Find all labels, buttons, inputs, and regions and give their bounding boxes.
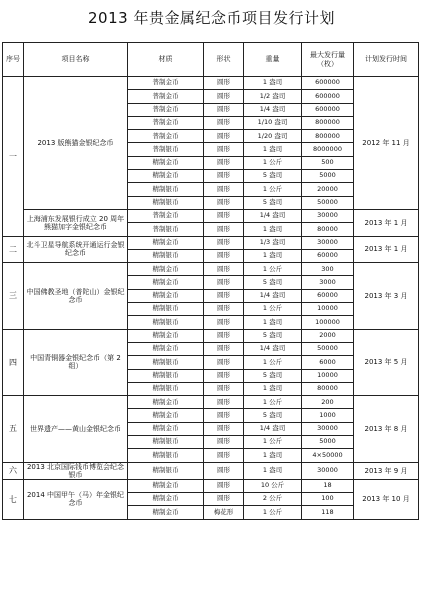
plan-date-cell: 2013 年 9 月	[354, 462, 419, 479]
material-cell: 普制金币	[128, 116, 204, 129]
weight-cell: 1 公斤	[244, 183, 302, 196]
max-issue-cell: 5000	[302, 170, 354, 183]
max-issue-cell: 118	[302, 506, 354, 519]
max-issue-cell: 500	[302, 156, 354, 169]
weight-cell: 1/4 盎司	[244, 342, 302, 355]
max-issue-cell: 8000000	[302, 143, 354, 156]
weight-cell: 5 盎司	[244, 170, 302, 183]
weight-cell: 1 公斤	[244, 263, 302, 276]
material-cell: 精制银币	[128, 303, 204, 316]
weight-cell: 1 公斤	[244, 156, 302, 169]
shape-cell: 圆形	[204, 289, 244, 302]
max-issue-cell: 600000	[302, 90, 354, 103]
shape-cell: 圆形	[204, 223, 244, 236]
max-issue-cell: 50000	[302, 196, 354, 209]
header-plan-time: 计划发行时间	[354, 43, 419, 77]
project-name-cell: 上海浦东发展银行成立 20 周年熊猫加字金银纪念币	[24, 209, 128, 236]
max-issue-cell: 800000	[302, 116, 354, 129]
material-cell: 精制金币	[128, 329, 204, 342]
material-cell: 精制银币	[128, 356, 204, 369]
max-issue-cell: 3000	[302, 276, 354, 289]
material-cell: 精制金币	[128, 263, 204, 276]
max-issue-cell: 100000	[302, 316, 354, 329]
weight-cell: 5 盎司	[244, 329, 302, 342]
shape-cell: 圆形	[204, 276, 244, 289]
weight-cell: 5 盎司	[244, 369, 302, 382]
shape-cell: 圆形	[204, 329, 244, 342]
max-issue-cell: 80000	[302, 223, 354, 236]
shape-cell: 圆形	[204, 369, 244, 382]
weight-cell: 1/4 盎司	[244, 103, 302, 116]
shape-cell: 圆形	[204, 103, 244, 116]
shape-cell: 圆形	[204, 462, 244, 479]
material-cell: 精制金币	[128, 506, 204, 519]
weight-cell: 1 公斤	[244, 303, 302, 316]
material-cell: 普制金币	[128, 103, 204, 116]
material-cell: 普制金币	[128, 209, 204, 222]
material-cell: 普制金币	[128, 77, 204, 90]
shape-cell: 圆形	[204, 183, 244, 196]
plan-date-cell: 2013 年 3 月	[354, 263, 419, 329]
material-cell: 精制银币	[128, 382, 204, 395]
material-cell: 精制金币	[128, 396, 204, 409]
table-row	[3, 396, 419, 409]
material-cell: 精制银币	[128, 183, 204, 196]
project-name-cell: 中国青铜器金银纪念币（第 2 组）	[24, 329, 128, 395]
group-seq-cell: 六	[3, 462, 24, 479]
group-seq-cell: 二	[3, 236, 24, 263]
weight-cell: 2 公斤	[244, 493, 302, 506]
material-cell: 精制金币	[128, 342, 204, 355]
shape-cell: 圆形	[204, 236, 244, 249]
plan-date-cell: 2013 年 1 月	[354, 236, 419, 263]
weight-cell: 1/4 盎司	[244, 289, 302, 302]
shape-cell: 圆形	[204, 209, 244, 222]
shape-cell: 圆形	[204, 409, 244, 422]
plan-date-cell: 2013 年 8 月	[354, 396, 419, 462]
max-issue-cell: 600000	[302, 103, 354, 116]
weight-cell: 1 公斤	[244, 506, 302, 519]
max-issue-cell: 6000	[302, 356, 354, 369]
max-issue-cell: 30000	[302, 236, 354, 249]
weight-cell: 1/20 盎司	[244, 130, 302, 143]
material-cell: 精制金币	[128, 479, 204, 492]
weight-cell: 1 公斤	[244, 436, 302, 449]
table-row	[3, 236, 419, 249]
weight-cell: 1 盎司	[244, 449, 302, 462]
header-material: 材质	[128, 43, 204, 77]
max-issue-cell: 30000	[302, 209, 354, 222]
weight-cell: 1 盎司	[244, 382, 302, 395]
shape-cell: 圆形	[204, 382, 244, 395]
plan-date-cell: 2012 年 11 月	[354, 77, 419, 210]
shape-cell: 圆形	[204, 449, 244, 462]
shape-cell: 圆形	[204, 170, 244, 183]
shape-cell: 圆形	[204, 396, 244, 409]
weight-cell: 5 盎司	[244, 409, 302, 422]
weight-cell: 1 公斤	[244, 396, 302, 409]
max-issue-cell: 2000	[302, 329, 354, 342]
max-issue-cell: 1000	[302, 409, 354, 422]
max-issue-cell: 30000	[302, 422, 354, 435]
max-issue-cell: 18	[302, 479, 354, 492]
weight-cell: 1/4 盎司	[244, 422, 302, 435]
max-issue-cell: 600000	[302, 77, 354, 90]
header-project: 项目名称	[24, 43, 128, 77]
max-issue-cell: 60000	[302, 289, 354, 302]
material-cell: 精制银币	[128, 436, 204, 449]
project-name-cell: 2013 北京国际钱币博览会纪念银币	[24, 462, 128, 479]
shape-cell: 圆形	[204, 342, 244, 355]
max-issue-cell: 10000	[302, 303, 354, 316]
max-issue-cell: 80000	[302, 382, 354, 395]
shape-cell: 圆形	[204, 493, 244, 506]
project-name-cell: 中国佛教圣地（普陀山）金银纪念币	[24, 263, 128, 329]
table-row	[3, 462, 419, 479]
material-cell: 精制银币	[128, 449, 204, 462]
material-cell: 精制金币	[128, 289, 204, 302]
weight-cell: 1 盎司	[244, 249, 302, 262]
table-row	[3, 77, 419, 90]
shape-cell: 圆形	[204, 436, 244, 449]
issue-plan-table	[2, 42, 419, 520]
material-cell: 精制金币	[128, 422, 204, 435]
shape-cell: 圆形	[204, 479, 244, 492]
group-seq-cell: 三	[3, 263, 24, 329]
weight-cell: 5 盎司	[244, 196, 302, 209]
material-cell: 普制银币	[128, 143, 204, 156]
weight-cell: 1/10 盎司	[244, 116, 302, 129]
max-issue-cell: 60000	[302, 249, 354, 262]
project-name-cell: 2013 版熊猫金银纪念币	[24, 77, 128, 210]
max-issue-cell: 20000	[302, 183, 354, 196]
max-issue-cell: 30000	[302, 462, 354, 479]
material-cell: 普制金币	[128, 130, 204, 143]
material-cell: 精制银币	[128, 369, 204, 382]
group-seq-cell: 一	[3, 77, 24, 237]
table-body	[3, 77, 419, 520]
shape-cell: 梅花形	[204, 506, 244, 519]
weight-cell: 1 盎司	[244, 77, 302, 90]
group-seq-cell: 四	[3, 329, 24, 395]
shape-cell: 圆形	[204, 156, 244, 169]
group-seq-cell: 五	[3, 396, 24, 462]
table-row	[3, 209, 419, 222]
shape-cell: 圆形	[204, 422, 244, 435]
material-cell: 精制银币	[128, 249, 204, 262]
header-shape: 形状	[204, 43, 244, 77]
max-issue-cell: 4×50000	[302, 449, 354, 462]
material-cell: 精制银币	[128, 196, 204, 209]
weight-cell: 1 盎司	[244, 143, 302, 156]
weight-cell: 1/3 盎司	[244, 236, 302, 249]
weight-cell: 1 盎司	[244, 316, 302, 329]
weight-cell: 5 盎司	[244, 276, 302, 289]
plan-date-cell: 2013 年 5 月	[354, 329, 419, 395]
table-row	[3, 479, 419, 492]
max-issue-cell: 300	[302, 263, 354, 276]
shape-cell: 圆形	[204, 196, 244, 209]
plan-date-cell: 2013 年 10 月	[354, 479, 419, 519]
document-title: 2013 年贵金属纪念币项目发行计划	[88, 9, 335, 27]
group-seq-cell: 七	[3, 479, 24, 519]
shape-cell: 圆形	[204, 77, 244, 90]
max-issue-cell: 800000	[302, 130, 354, 143]
weight-cell: 1 盎司	[244, 462, 302, 479]
max-issue-cell: 5000	[302, 436, 354, 449]
weight-cell: 1 公斤	[244, 356, 302, 369]
material-cell: 精制银币	[128, 316, 204, 329]
header-weight: 重量	[244, 43, 302, 77]
material-cell: 精制金币	[128, 493, 204, 506]
table-header-row	[3, 43, 419, 77]
shape-cell: 圆形	[204, 143, 244, 156]
shape-cell: 圆形	[204, 130, 244, 143]
shape-cell: 圆形	[204, 249, 244, 262]
material-cell: 精制金币	[128, 409, 204, 422]
shape-cell: 圆形	[204, 116, 244, 129]
max-issue-cell: 100	[302, 493, 354, 506]
max-issue-cell: 10000	[302, 369, 354, 382]
material-cell: 精制金币	[128, 236, 204, 249]
material-cell: 精制金币	[128, 276, 204, 289]
project-name-cell: 世界遗产——黄山金银纪念币	[24, 396, 128, 462]
shape-cell: 圆形	[204, 303, 244, 316]
table-row	[3, 263, 419, 276]
material-cell: 普制银币	[128, 223, 204, 236]
max-issue-cell: 200	[302, 396, 354, 409]
project-name-cell: 北斗卫星导航系统开通运行金银纪念币	[24, 236, 128, 263]
shape-cell: 圆形	[204, 90, 244, 103]
weight-cell: 1 盎司	[244, 223, 302, 236]
project-name-cell: 2014 中国甲午（马）年金银纪念币	[24, 479, 128, 519]
header-seq: 序号	[3, 43, 24, 77]
shape-cell: 圆形	[204, 263, 244, 276]
weight-cell: 1/4 盎司	[244, 209, 302, 222]
shape-cell: 圆形	[204, 316, 244, 329]
max-issue-cell: 50000	[302, 342, 354, 355]
weight-cell: 1/2 盎司	[244, 90, 302, 103]
header-max-issue: 最大发行量（枚）	[302, 43, 354, 77]
shape-cell: 圆形	[204, 356, 244, 369]
weight-cell: 10 公斤	[244, 479, 302, 492]
material-cell: 精制金币	[128, 156, 204, 169]
plan-date-cell: 2013 年 1 月	[354, 209, 419, 236]
table-row	[3, 329, 419, 342]
material-cell: 普制金币	[128, 90, 204, 103]
material-cell: 精制金币	[128, 170, 204, 183]
material-cell: 精制银币	[128, 462, 204, 479]
